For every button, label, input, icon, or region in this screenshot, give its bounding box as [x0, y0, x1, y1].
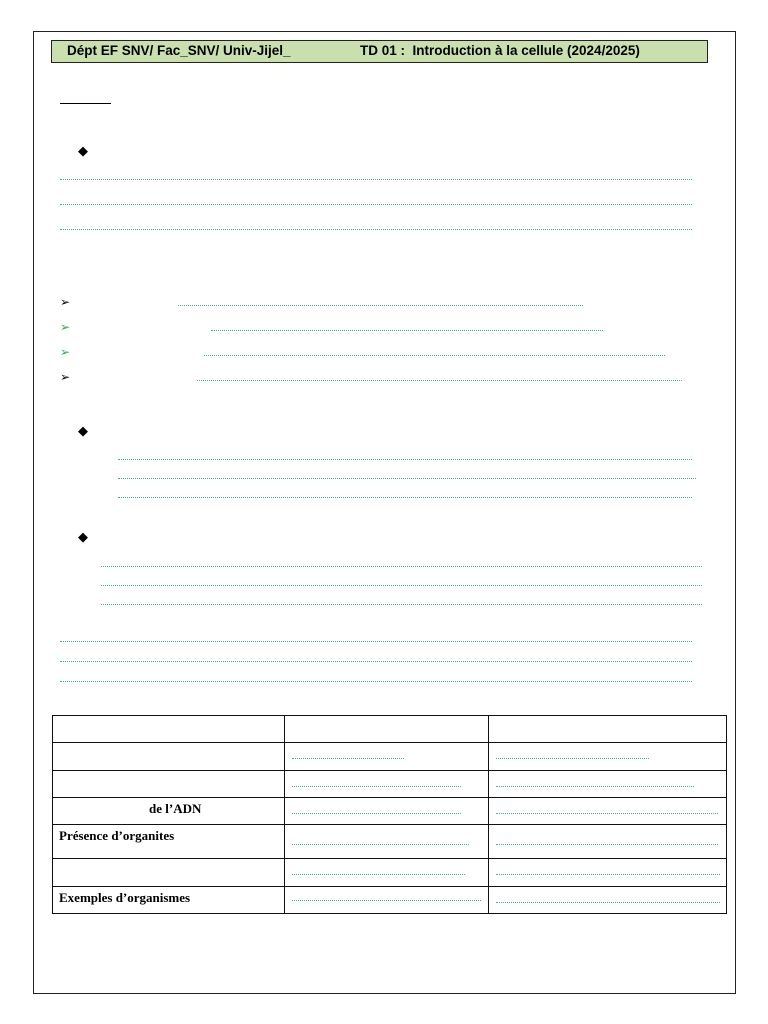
row-label-exemples: Exemples d’organismes [59, 890, 191, 905]
answer-line [496, 902, 720, 903]
table-cell [285, 798, 489, 825]
answer-line [60, 204, 692, 205]
answer-line [118, 459, 692, 460]
row-label-organites: Présence d’organites [59, 828, 175, 843]
diamond-bullet-icon: ◆ [78, 144, 88, 159]
table-row [53, 825, 727, 859]
table-cell [489, 798, 727, 825]
diamond-bullet-icon: ◆ [78, 424, 88, 439]
answer-line [101, 604, 702, 605]
answer-line [496, 813, 718, 814]
table-cell [285, 887, 489, 914]
diamond-bullet-icon: ◆ [78, 530, 88, 545]
answer-line [496, 844, 718, 845]
table-cell [489, 716, 727, 743]
answer-line [496, 786, 694, 787]
section-underline [60, 103, 111, 104]
table-cell [489, 825, 727, 859]
answer-line [60, 681, 692, 682]
answer-line [197, 380, 682, 381]
answer-line [178, 305, 583, 306]
table-cell [285, 771, 489, 798]
arrow-bullet-icon: ➢ [60, 345, 71, 359]
answer-line [101, 566, 702, 567]
table-cell [285, 825, 489, 859]
table-row [53, 743, 727, 771]
answer-line [496, 874, 720, 875]
table-cell [53, 798, 285, 825]
answer-line [292, 900, 481, 901]
header-td-title: TD 01 : Introduction à la cellule (2024/2025) [360, 43, 640, 58]
answer-line [60, 229, 692, 230]
answer-line [60, 179, 692, 180]
answer-line [292, 813, 461, 814]
table-cell [489, 743, 727, 771]
table-row [53, 798, 727, 825]
document-header [51, 40, 708, 63]
arrow-bullet-icon: ➢ [60, 295, 71, 309]
row-label-adn: de l’ADN [149, 801, 202, 816]
table-cell [53, 825, 285, 859]
answer-line [292, 844, 469, 845]
table-row [53, 859, 727, 887]
comparison-table [52, 715, 727, 914]
table-cell [53, 859, 285, 887]
answer-line [292, 786, 461, 787]
answer-line [60, 661, 692, 662]
answer-line [292, 874, 465, 875]
answer-line [204, 355, 665, 356]
table-cell [489, 771, 727, 798]
table-row [53, 771, 727, 798]
table-cell [489, 859, 727, 887]
answer-line [496, 758, 649, 759]
arrow-bullet-icon: ➢ [60, 320, 71, 334]
table-cell [53, 771, 285, 798]
table-cell [53, 716, 285, 743]
table-header-row [53, 716, 727, 743]
answer-line [118, 497, 692, 498]
table-cell [53, 743, 285, 771]
answer-line [292, 758, 404, 759]
table-row [53, 887, 727, 914]
arrow-bullet-icon: ➢ [60, 370, 71, 384]
answer-line [118, 478, 696, 479]
answer-line [211, 330, 603, 331]
table-cell [285, 743, 489, 771]
table-cell [285, 859, 489, 887]
table-cell [489, 887, 727, 914]
table-cell [53, 887, 285, 914]
table-cell [285, 716, 489, 743]
answer-line [60, 641, 692, 642]
answer-line [101, 585, 702, 586]
header-department: Dépt EF SNV/ Fac_SNV/ Univ-Jijel_ [67, 43, 291, 58]
